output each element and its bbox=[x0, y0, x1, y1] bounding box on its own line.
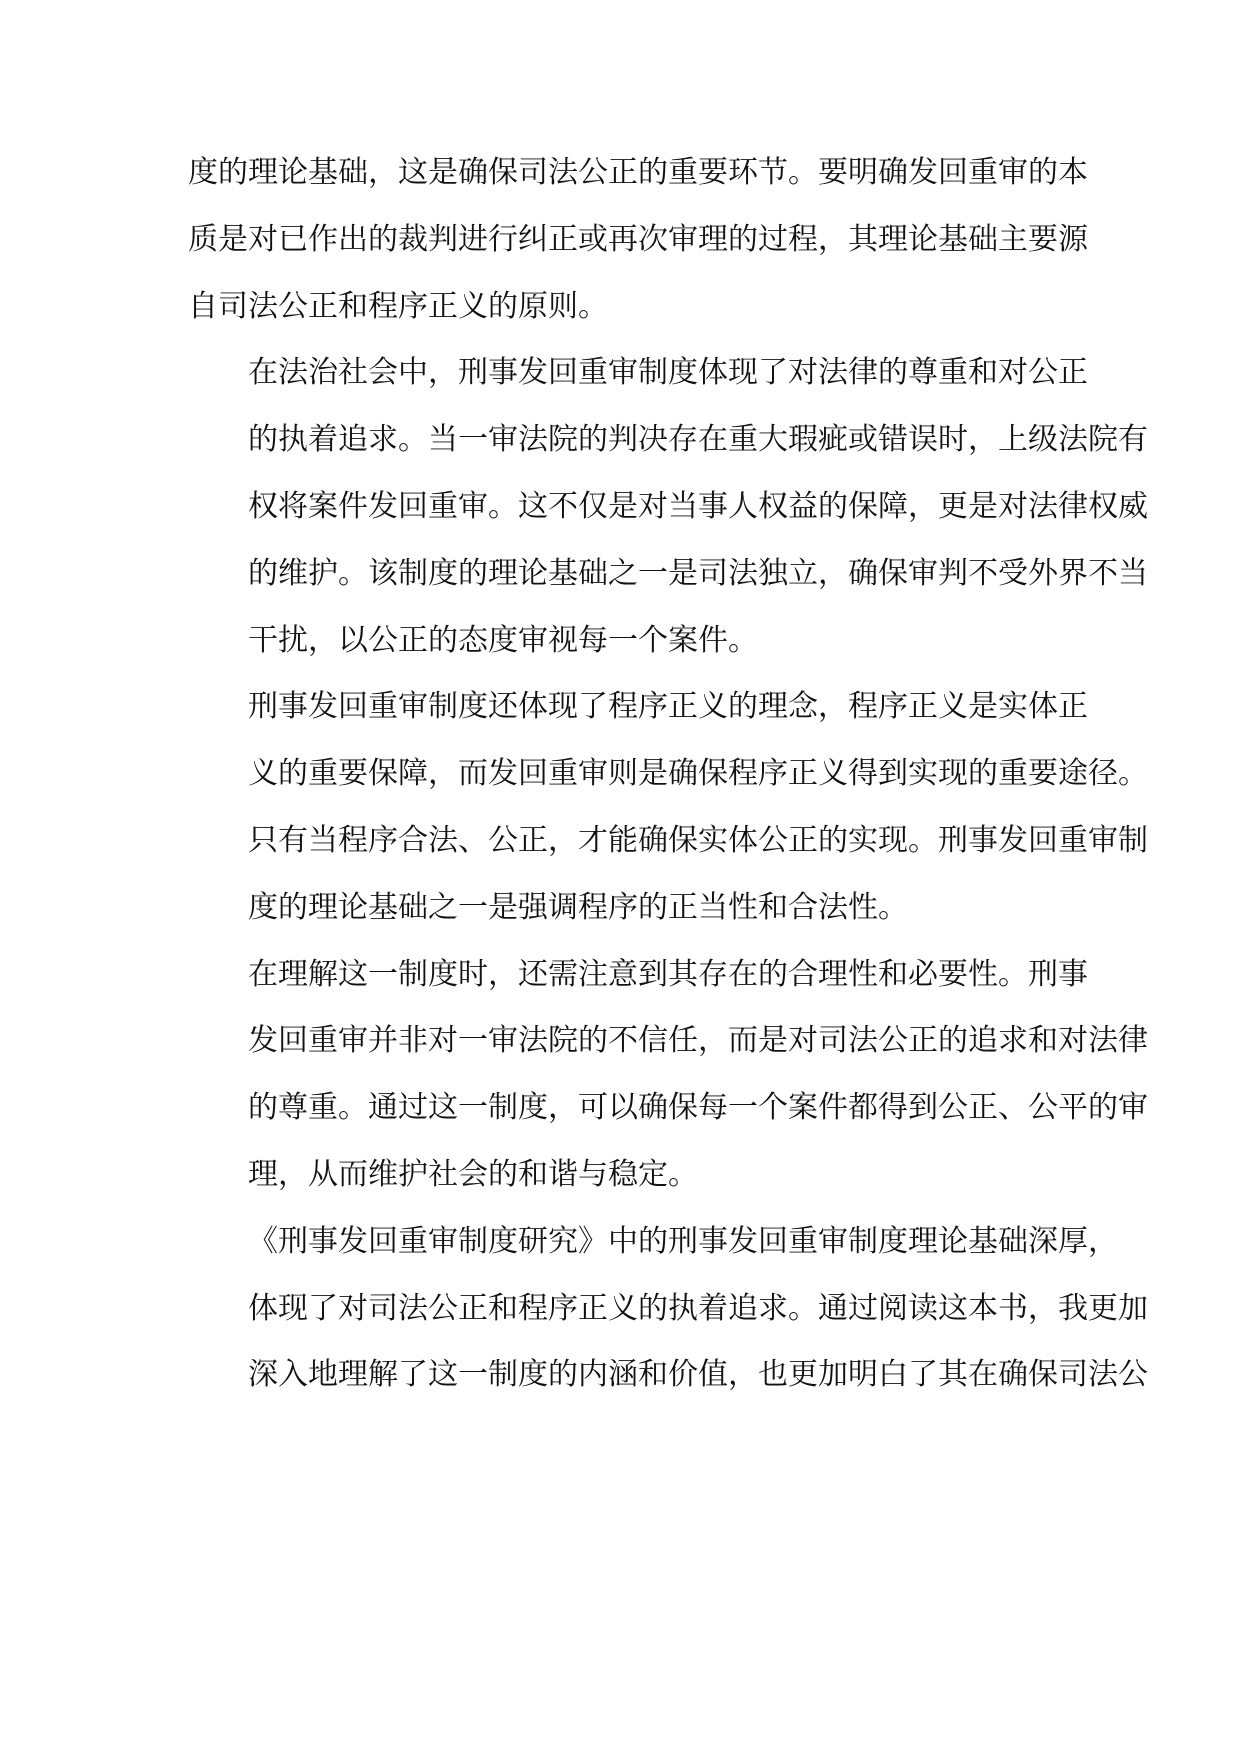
text-line: 的执着追求。当一审法院的判决存在重大瑕疵或错误时，上级法院有 bbox=[248, 422, 1148, 458]
text-line: 义的重要保障，而发回重审则是确保程序正义得到实现的重要途径。 bbox=[248, 756, 1148, 792]
text-line: 的维护。该制度的理论基础之一是司法独立，确保审判不受外界不当 bbox=[248, 555, 1148, 591]
paragraph-1 bbox=[188, 140, 1088, 340]
document-body bbox=[188, 140, 1148, 1409]
text-line: 的尊重。通过这一制度，可以确保每一个案件都得到公正、公平的审 bbox=[248, 1090, 1148, 1126]
text-line: 在法治社会中，刑事发回重审制度体现了对法律的尊重和对公正 bbox=[248, 355, 1088, 391]
text-line: 理，从而维护社会的和谐与稳定。 bbox=[248, 1156, 698, 1192]
text-line: 质是对已作出的裁判进行纠正或再次审理的过程，其理论基础主要源 bbox=[188, 221, 1088, 257]
text-line: 度的理论基础之一是强调程序的正当性和合法性。 bbox=[248, 889, 908, 925]
text-line: 在理解这一制度时，还需注意到其存在的合理性和必要性。刑事 bbox=[248, 956, 1088, 992]
text-line: 《刑事发回重审制度研究》中的刑事发回重审制度理论基础深厚， bbox=[248, 1223, 1118, 1259]
paragraph-2 bbox=[188, 340, 1148, 674]
paragraph-3 bbox=[188, 674, 1148, 941]
text-line: 只有当程序合法、公正，才能确保实体公正的实现。刑事发回重审制 bbox=[248, 822, 1148, 858]
text-line: 度的理论基础，这是确保司法公正的重要环节。要明确发回重审的本 bbox=[188, 155, 1088, 190]
text-line: 深入地理解了这一制度的内涵和价值，也更加明白了其在确保司法公 bbox=[248, 1357, 1148, 1393]
text-line: 发回重审并非对一审法院的不信任，而是对司法公正的追求和对法律 bbox=[248, 1023, 1148, 1059]
text-line: 自司法公正和程序正义的原则。 bbox=[188, 288, 608, 324]
paragraph-4 bbox=[188, 942, 1148, 1209]
text-line: 干扰，以公正的态度审视每一个案件。 bbox=[248, 622, 758, 658]
text-line: 体现了对司法公正和程序正义的执着追求。通过阅读这本书，我更加 bbox=[248, 1290, 1148, 1326]
paragraph-5 bbox=[188, 1209, 1148, 1409]
text-line: 刑事发回重审制度还体现了程序正义的理念，程序正义是实体正 bbox=[248, 689, 1088, 725]
text-line: 权将案件发回重审。这不仅是对当事人权益的保障，更是对法律权威 bbox=[248, 488, 1148, 524]
